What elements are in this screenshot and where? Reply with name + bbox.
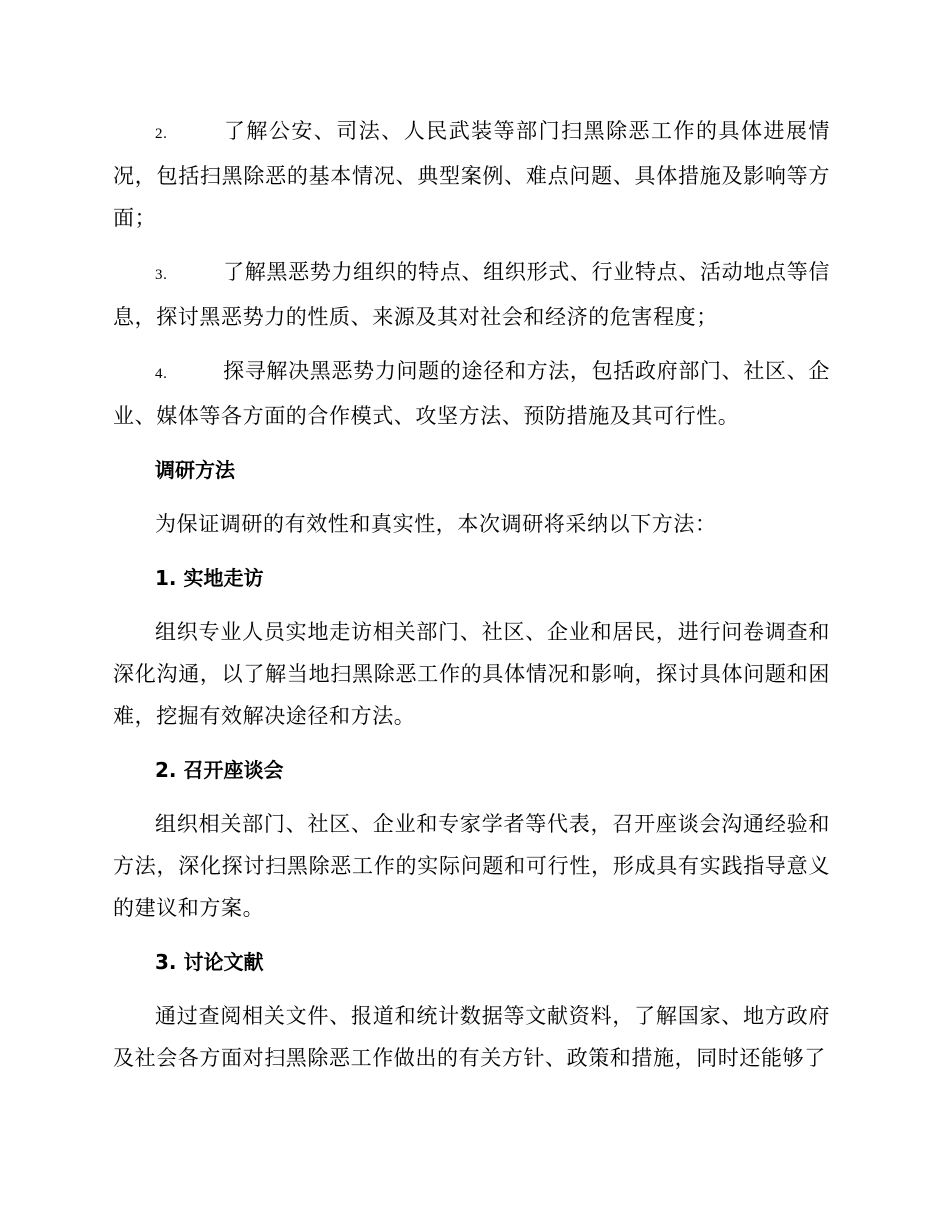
method-heading-3: 3. 讨论文献 <box>155 950 264 974</box>
intro-paragraph: 为保证调研的有效性和真实性，本次调研将采纳以下方法： <box>155 512 717 536</box>
numbered-item-4 <box>113 350 830 437</box>
item-text: 了解公安、司法、人民武装等部门扫黑除恶工作的具体进展情况，包括扫黑除恶的基本情况、典型案例、难点问题、具体措施及影响等方面； <box>113 119 830 230</box>
method-heading-2: 2. 召开座谈会 <box>155 758 284 782</box>
numbered-item-3 <box>113 251 830 338</box>
document-body <box>113 110 830 1091</box>
item-number: 2. <box>155 126 168 142</box>
method-paragraph-1: 组织专业人员实地走访相关部门、社区、企业和居民，进行问卷调查和深化沟通，以了解当地扫黑除恶工作的具体情况和影响，探讨具体问题和困难，挖掘有效解决途径和方法。 <box>113 620 830 728</box>
method-paragraph-3: 通过查阅相关文件、报道和统计数据等文献资料，了解国家、地方政府及社会各方面对扫黑除恶工作做出的有关方针、政策和措施，同时还能够了 <box>113 1004 830 1070</box>
item-text: 探寻解决黑恶势力问题的途径和方法，包括政府部门、社区、企业、媒体等各方面的合作模式、攻坚方法、预防措施及其可行性。 <box>113 359 830 428</box>
section-heading: 调研方法 <box>155 458 235 482</box>
item-text: 了解黑恶势力组织的特点、组织形式、行业特点、活动地点等信息，探讨黑恶势力的性质、来源及其对社会和经济的危害程度； <box>113 260 830 329</box>
method-paragraph-2: 组织相关部门、社区、企业和专家学者等代表，召开座谈会沟通经验和方法，深化探讨扫黑除恶工作的实际问题和可行性，形成具有实践指导意义的建议和方案。 <box>113 812 830 920</box>
item-number: 4. <box>155 366 168 382</box>
numbered-item-2 <box>113 110 830 239</box>
method-heading-1: 1. 实地走访 <box>155 566 264 590</box>
item-number: 3. <box>155 267 168 283</box>
